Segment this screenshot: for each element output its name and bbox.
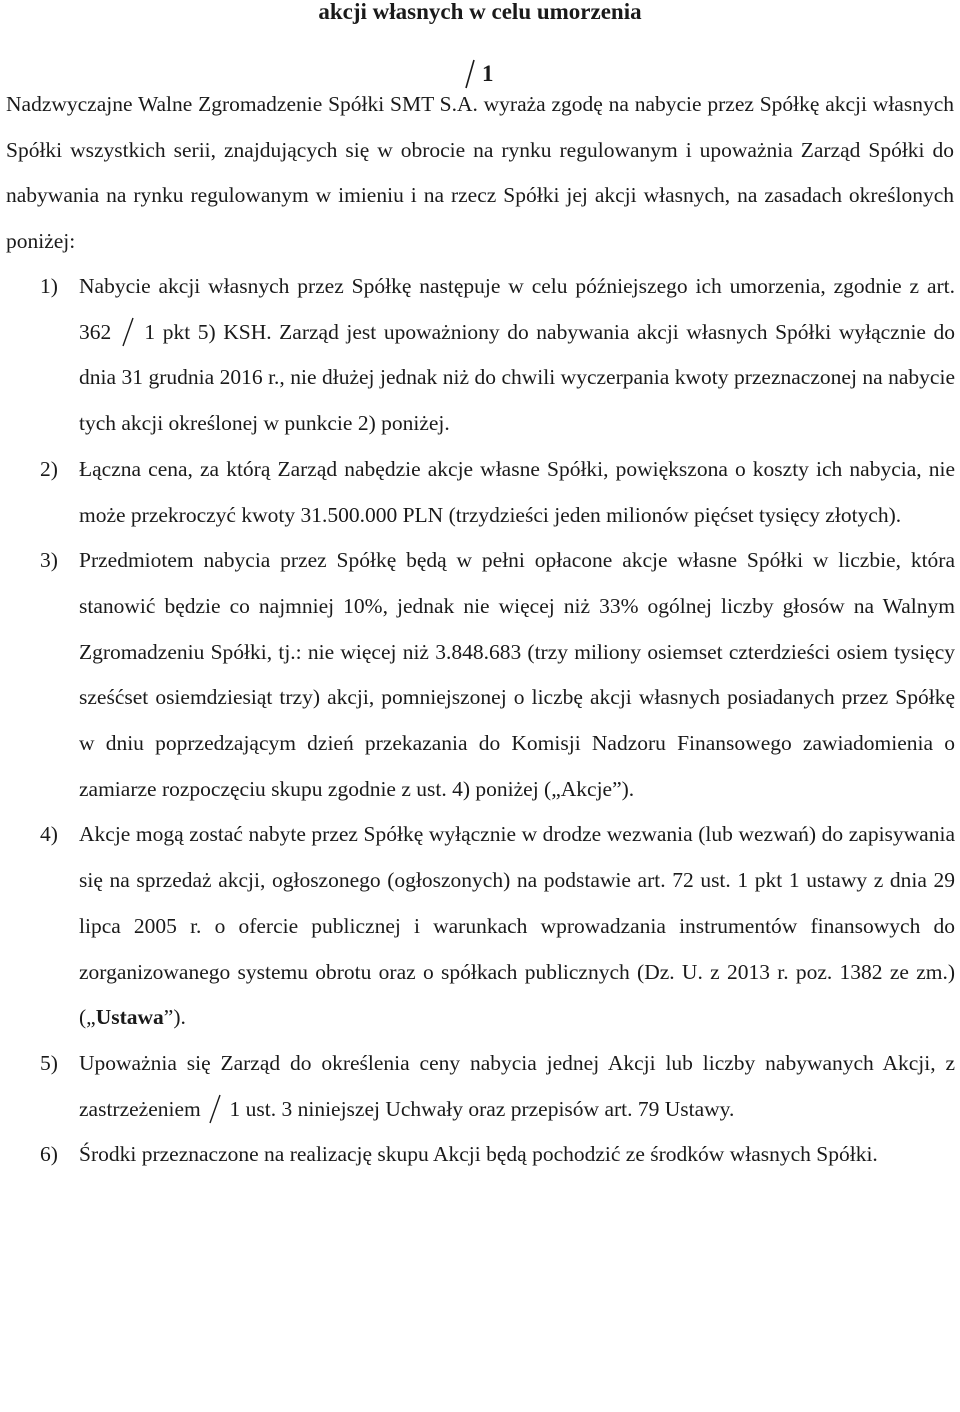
list-item bbox=[40, 812, 955, 1041]
list-item bbox=[40, 1132, 955, 1178]
section-sign-icon bbox=[208, 1094, 222, 1124]
list-item bbox=[40, 264, 955, 447]
item-text: Przedmiotem nabycia przez Spółkę będą w pełni opłacone akcje własne Spółki w liczbie, która stanowić będzie co najmniej 10%, jednak nie więcej niż 33% ogólnej liczby głosów na Walnym Zgromadzeniu Spółki, tj.: nie więcej niż 3.848.683 (trzy miliony osiemset czterdzieści osiem tysięcy sześćset osiemdziesiąt trzy) akcji, pomniejszonej o liczbę akcji własnych posiadanych przez Spółkę w dniu poprzedzającym dzień przekazania do Komisji Nadzoru Finansowego zawiadomienia o zamiarze rozpoczęciu skupu zgodnie z ust. 4) poniżej („Akcje”). bbox=[79, 548, 955, 801]
item-number: 6) bbox=[40, 1142, 58, 1167]
item-text: ”). bbox=[163, 1005, 186, 1030]
item-number: 5) bbox=[40, 1050, 58, 1075]
list-item bbox=[40, 538, 955, 812]
intro-paragraph: Nadzwyczajne Walne Zgromadzenie Spółki SMT S.A. wyraża zgodę na nabycie przez Spółkę akcji własnych Spółki wszystkich serii, znajdujących się w obrocie na rynku regulowanym i upoważnia Zarząd Spółki do nabywania na rynku regulowanym w imieniu i na rzecz Spółki jej akcji własnych, na zasadach określonych poniżej: bbox=[6, 92, 954, 253]
item-text: Nabycie akcji własnych przez Spółkę następuje w celu późniejszego ich umorzenia, zgodnie z art. 362 bbox=[79, 274, 955, 344]
provisions-list bbox=[40, 264, 955, 1178]
item-text: Upoważnia się Zarząd do określenia ceny nabycia jednej Akcji lub liczby nabywanych Akcji, z zastrzeżeniem bbox=[79, 1050, 955, 1121]
item-number: 3) bbox=[40, 548, 58, 573]
list-item bbox=[40, 1041, 955, 1132]
defined-term: Ustawa bbox=[95, 1005, 164, 1030]
document-title: akcji własnych w celu umorzenia bbox=[318, 0, 642, 24]
section-number: 1 bbox=[482, 61, 494, 86]
list-item bbox=[40, 447, 955, 538]
item-text: 1 pkt 5) KSH. Zarząd jest upoważniony do nabywania akcji własnych Spółki wyłącznie do dnia 31 grudnia 2016 r., nie dłużej jednak niż do chwili wyczerpania kwoty przeznaczonej na nabycie tych akcji określonej w punkcie 2) poniżej. bbox=[79, 319, 956, 436]
item-text: 1 ust. 3 niniejszej Uchwały oraz przepisów art. 79 Ustawy. bbox=[229, 1096, 735, 1121]
item-text: Akcje mogą zostać nabyte przez Spółkę wyłącznie w drodze wezwania (lub wezwań) do zapisywania się na sprzedaż akcji, ogłoszonego (ogłoszonych) na podstawie art. 72 ust. 1 pkt 1 ustawy z dnia 29 lipca 2005 r. o ofercie publicznej i warunkach wprowadzania instrumentów finansowych do zorganizowanego systemu obrotu oraz o spółkach publicznych (Dz. U. z 2013 r. poz. 1382 ze zm.) („ bbox=[79, 822, 955, 1030]
section-sign-icon bbox=[121, 317, 135, 347]
item-number: 4) bbox=[40, 822, 58, 847]
item-text: Środki przeznaczone na realizację skupu Akcji będą pochodzić ze środków własnych Spółki. bbox=[79, 1142, 878, 1167]
item-number: 2) bbox=[40, 456, 58, 481]
item-number: 1) bbox=[40, 274, 58, 298]
item-text: Łączna cena, za którą Zarząd nabędzie akcje własne Spółki, powiększona o koszty ich nabycia, nie może przekroczyć kwoty 31.500.000 PLN (trzydzieści jeden milionów pięćset tysięcy złotych). bbox=[79, 456, 955, 527]
